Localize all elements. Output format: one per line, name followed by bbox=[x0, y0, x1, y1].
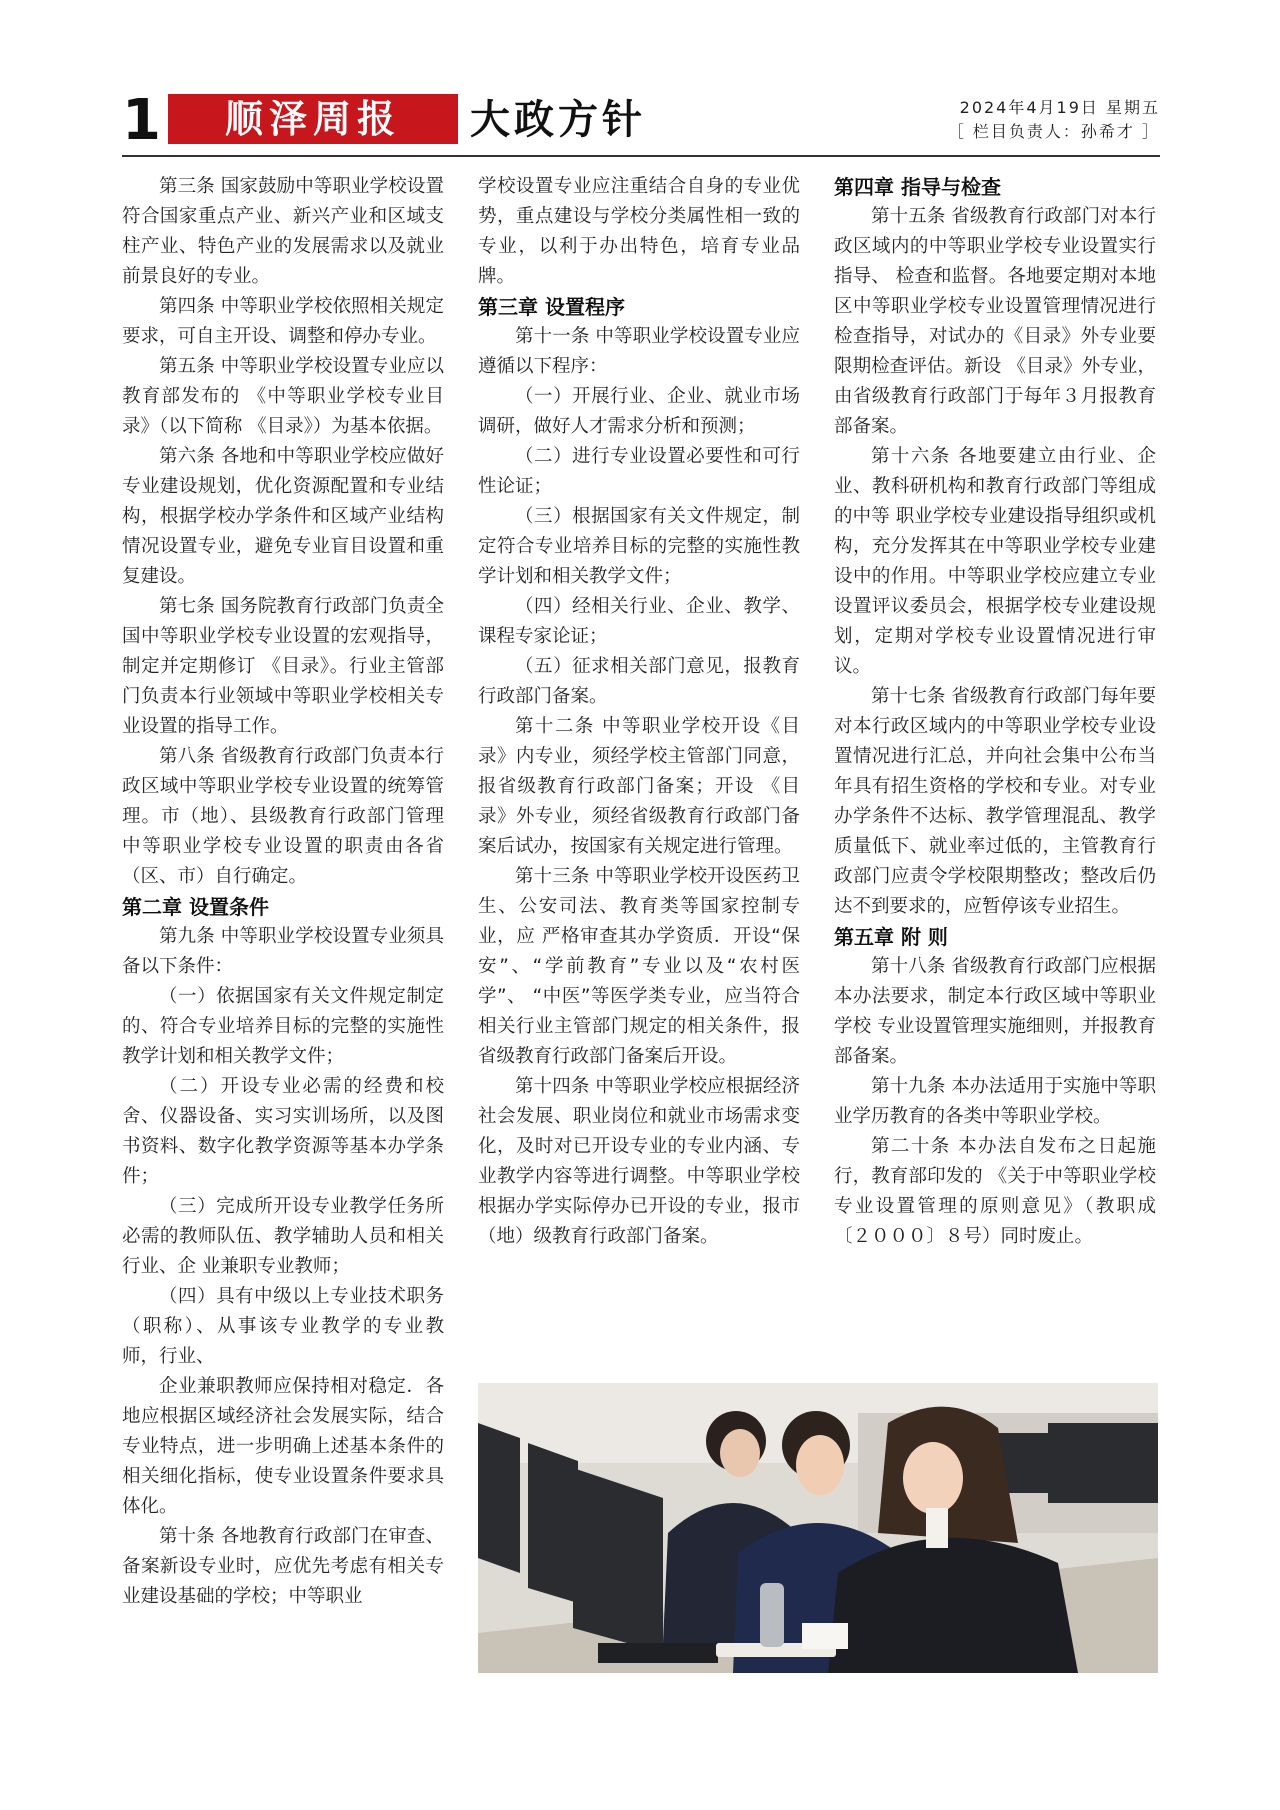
article-paragraph: 第七条 国务院教育行政部门负责全国中等职业学校专业设置的宏观指导，制定并定期修订 《目录》。行业主管部门负责本行业领域中等职业学校相关专业设置的指导工作。 bbox=[122, 596, 444, 737]
chapter-heading: 第二章 设置条件 bbox=[122, 895, 269, 919]
newspaper-logo: 顺泽周报 bbox=[168, 94, 458, 144]
article-paragraph: 第十条 各地教育行政部门在审查、备案新设专业时，应优先考虑有相关专业建设基础的学校；中等职业 bbox=[122, 1526, 444, 1607]
chapter-heading: 第三章 设置程序 bbox=[478, 295, 625, 319]
article-paragraph: （三）完成所开设专业教学任务所必需的教师队伍、教学辅助人员和相关行业、企 业兼职专业教师； bbox=[122, 1196, 444, 1277]
article-paragraph: 第五条 中等职业学校设置专业应以教育部发布的 《中等职业学校专业目录》（以下简称 《目录》）为基本依据。 bbox=[122, 356, 444, 437]
article-paragraph: 第十六条 各地要建立由行业、企业、教科研机构和教育行政部门等组成的中等 职业学校专业建设指导组织或机构，充分发挥其在中等职业学校专业建设中的作用。中等职业学校应建立专业设置评议委员会，根据学校专业建设规划，定期对学校专业设置情况进行审议。 bbox=[834, 446, 1156, 677]
article-paragraph: 第六条 各地和中等职业学校应做好专业建设规划，优化资源配置和专业结构，根据学校办学条件和区域产业结构情况设置专业，避免专业盲目设置和重复建设。 bbox=[122, 446, 444, 587]
article-paragraph: 第十五条 省级教育行政部门对本行政区域内的中等职业学校专业设置实行指导、 检查和监督。各地要定期对本地区中等职业学校专业设置管理情况进行检查指导，对试办的《目录》外专业要限期检查评估。新设 《目录》外专业，由省级教育行政部门于每年３月报教育部备案。 bbox=[834, 206, 1156, 437]
article-paragraph: 企业兼职教师应保持相对稳定．各地应根据区域经济社会发展实际，结合专业特点，进一步明确上述基本条件的相关细化指标，使专业设置条件要求具体化。 bbox=[122, 1376, 444, 1517]
article-column-2 bbox=[478, 172, 800, 1252]
classroom-photo bbox=[478, 1383, 1158, 1673]
chapter-heading: 第五章 附 则 bbox=[834, 925, 948, 949]
issue-meta bbox=[948, 96, 1160, 144]
article-paragraph: （二）开设专业必需的经费和校舍、仪器设备、实习实训场所，以及图书资料、数字化教学资源等基本办学条件； bbox=[122, 1076, 444, 1187]
article-paragraph: 第十七条 省级教育行政部门每年要对本行政区域内的中等职业学校专业设置情况进行汇总，并向社会集中公布当年具有招生资格的学校和专业。对专业办学条件不达标、教学管理混乱、教学质量低下、就业率过低的，主管教育行政部门应责令学校限期整改；整改后仍达不到要求的，应暂停该专业招生。 bbox=[834, 686, 1156, 917]
article-paragraph: 第十三条 中等职业学校开设医药卫生、公安司法、教育类等国家控制专业，应 严格审查其办学资质．开设“保安”、“学前教育”专业以及“农村医学”、 “中医”等医学类专业，应当符合相关行业主管部门规定的相关条件，报省级教育行政部门备案后开设。 bbox=[478, 866, 800, 1067]
article-paragraph: 第八条 省级教育行政部门负责本行政区域中等职业学校专业设置的统筹管理。市（地）、县级教育行政部门管理中等职业学校专业设置的职责由各省（区、市）自行确定。 bbox=[122, 746, 444, 887]
article-paragraph: （二）进行专业设置必要性和可行性论证； bbox=[478, 446, 800, 497]
article-paragraph: 第四条 中等职业学校依照相关规定要求，可自主开设、调整和停办专业。 bbox=[122, 296, 444, 347]
article-column-1 bbox=[122, 172, 444, 1612]
article-paragraph: （三）根据国家有关文件规定，制定符合专业培养目标的完整的实施性教学计划和相关教学文件； bbox=[478, 506, 800, 587]
article-paragraph: （五）征求相关部门意见，报教育行政部门备案。 bbox=[478, 656, 800, 707]
article-paragraph: 学校设置专业应注重结合自身的专业优势，重点建设与学校分类属性相一致的专业，以利于办出特色，培育专业品牌。 bbox=[478, 176, 800, 287]
classroom-photo-icon bbox=[478, 1383, 1158, 1673]
article-paragraph: 第九条 中等职业学校设置专业须具备以下条件： bbox=[122, 926, 444, 977]
section-title: 大政方针 bbox=[470, 97, 646, 143]
article-paragraph: 第十四条 中等职业学校应根据经济社会发展、职业岗位和就业市场需求变化，及时对已开设专业的专业内涵、专业教学内容等进行调整。中等职业学校根据办学实际停办已开设的专业，报市（地）级教育行政部门备案。 bbox=[478, 1076, 800, 1247]
article-column-3 bbox=[834, 172, 1156, 1252]
article-paragraph: （四）经相关行业、企业、教学、课程专家论证； bbox=[478, 596, 800, 647]
header-rule bbox=[122, 155, 1160, 157]
article-paragraph: 第十二条 中等职业学校开设《目录》内专业，须经学校主管部门同意，报省级教育行政部门备案；开设 《目录》外专业，须经省级教育行政部门备案后试办，按国家有关规定进行管理。 bbox=[478, 716, 800, 857]
masthead bbox=[122, 88, 1160, 154]
article-paragraph: 第十八条 省级教育行政部门应根据本办法要求，制定本行政区域中等职业学校 专业设置管理实施细则，并报教育部备案。 bbox=[834, 956, 1156, 1067]
article-paragraph: （四）具有中级以上专业技术职务（职称）、从事该专业教学的专业教师，行业、 bbox=[122, 1286, 444, 1367]
article-paragraph: （一）依据国家有关文件规定制定的、符合专业培养目标的完整的实施性教学计划和相关教学文件； bbox=[122, 986, 444, 1067]
issue-date: 2024年4月19日 星期五 bbox=[959, 98, 1160, 117]
chapter-heading: 第四章 指导与检查 bbox=[834, 175, 1001, 199]
article-paragraph: 第十九条 本办法适用于实施中等职业学历教育的各类中等职业学校。 bbox=[834, 1076, 1156, 1127]
article-paragraph: 第十一条 中等职业学校设置专业应遵循以下程序： bbox=[478, 326, 800, 377]
page-number: 1 bbox=[122, 88, 161, 153]
column-editor: ［ 栏目负责人：孙希才 ］ bbox=[947, 122, 1160, 141]
article-paragraph: 第三条 国家鼓励中等职业学校设置符合国家重点产业、新兴产业和区域支柱产业、特色产业的发展需求以及就业前景良好的专业。 bbox=[122, 176, 444, 287]
article-paragraph: （一）开展行业、企业、就业市场调研，做好人才需求分析和预测； bbox=[478, 386, 800, 437]
article-paragraph: 第二十条 本办法自发布之日起施行，教育部印发的 《关于中等职业学校专业设置管理的原则意见》（教职成〔２０００〕８号）同时废止。 bbox=[834, 1136, 1156, 1247]
